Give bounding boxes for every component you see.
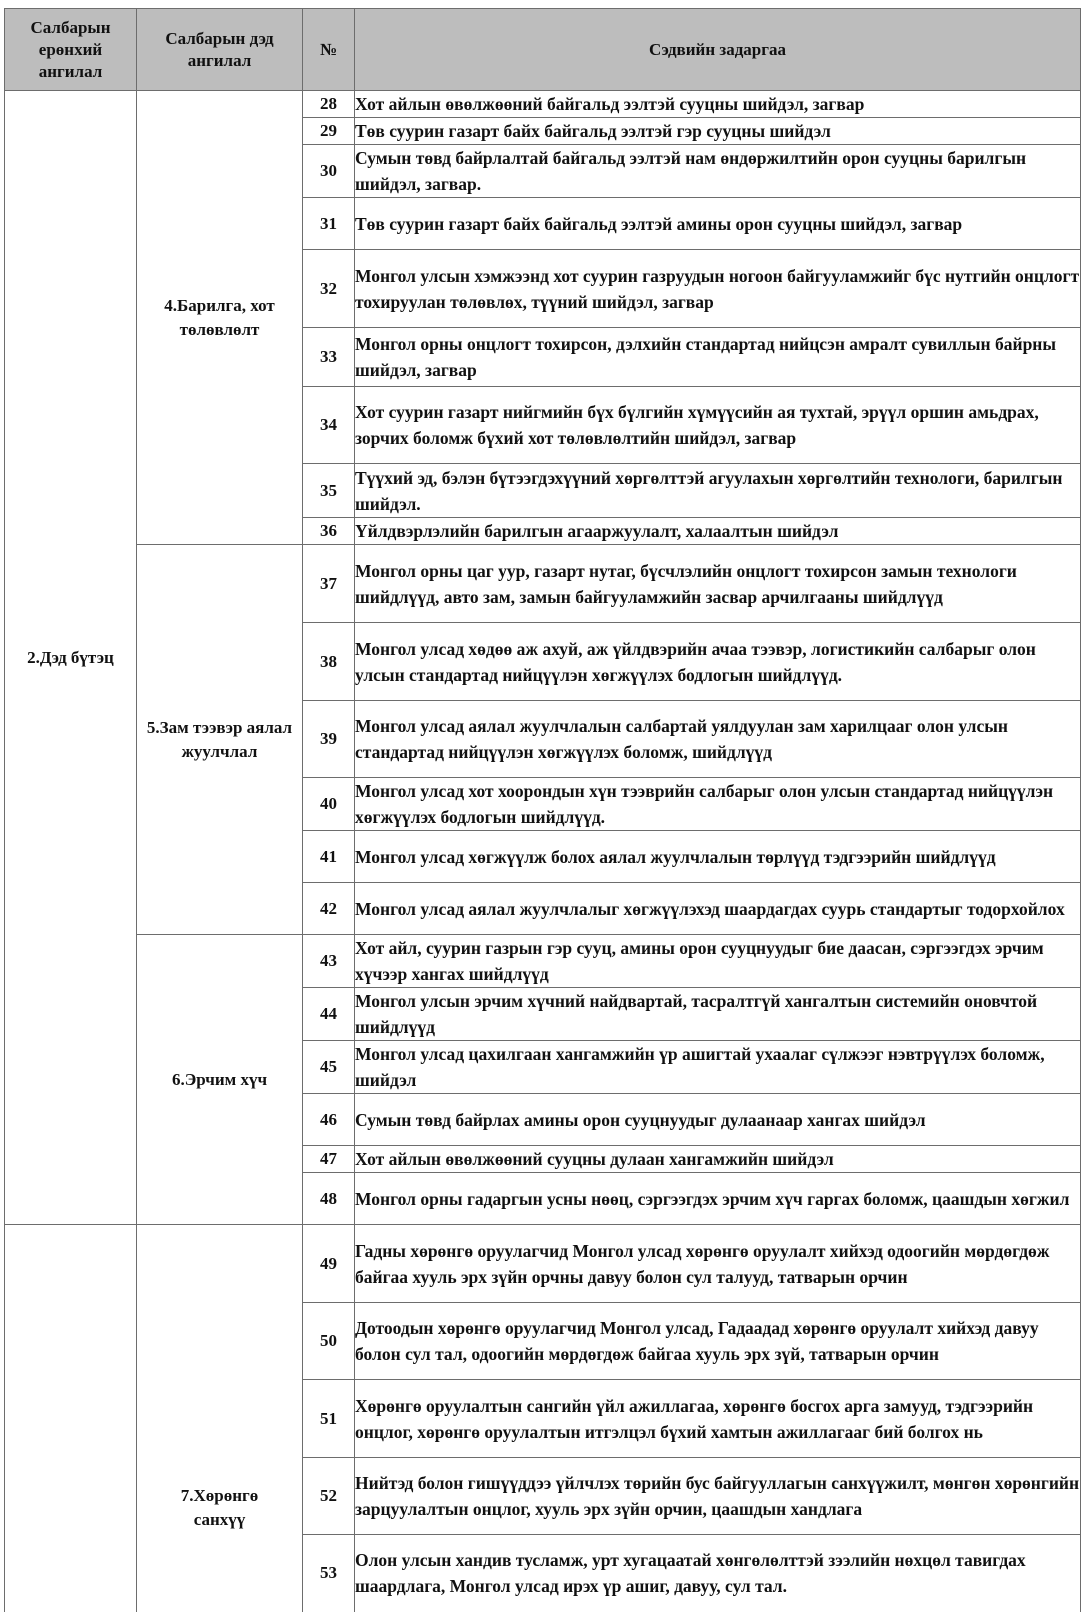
row-number: 52 [303,1458,355,1535]
row-topic: Монгол улсад хөдөө аж ахуй, аж үйлдвэрийн ачаа тээвэр, логистикийн салбарыг олон улсын стандартад нийцүүлэн хөгжүүлэх бодлогын шийдлүүд. [355,623,1081,701]
row-topic: Хот суурин газарт нийгмийн бүх бүлгийн хүмүүсийн ая тухтай, эрүүл оршин амьдрах, зорчих боломж бүхий хот төлөвлөлтийн шийдэл, загвар [355,387,1081,464]
row-topic: Монгол улсад аялал жуулчлалыг хөгжүүлэхэд шаардагдах суурь стандартыг тодорхойлох [355,883,1081,935]
row-number: 37 [303,545,355,623]
sub-category-label: 7.Хөрөнгө санхүү [180,1486,259,1530]
row-number: 42 [303,883,355,935]
table-row [5,91,1081,118]
row-topic: Хот айл, суурин газрын гэр сууц, амины орон сууцнуудыг бие даасан, сэргээгдэх эрчим хүчээр хангах шийдлүүд [355,935,1081,988]
header-row [5,9,1081,91]
row-number: 44 [303,988,355,1041]
row-number: 53 [303,1535,355,1612]
row-number: 38 [303,623,355,701]
row-number: 39 [303,701,355,778]
row-number: 47 [303,1146,355,1173]
row-number: 46 [303,1094,355,1146]
row-topic: Монгол улсад аялал жуулчлалын салбартай уялдуулан зам харилцааг олон улсын стандартад нийцүүлэн хөгжүүлэх боломж, шийдлүүд [355,701,1081,778]
header-topic: Сэдвийн задаргаа [355,9,1081,91]
research-topics-table [4,8,1081,1612]
sub-category-cell [137,1225,303,1612]
row-number: 31 [303,198,355,250]
row-topic: Нийтэд болон гишүүддээ үйлчлэх төрийн бус байгууллагын санхүүжилт, мөнгөн хөрөнгийн зарцуулалтын онцлог, хууль эрх зүйн орчин, цаашдын хандлага [355,1458,1081,1535]
row-number: 48 [303,1173,355,1225]
table-row [5,935,1081,988]
row-number: 33 [303,328,355,387]
row-number: 40 [303,778,355,831]
row-number: 49 [303,1225,355,1303]
row-number: 34 [303,387,355,464]
row-topic: Хөрөнгө оруулалтын сангийн үйл ажиллагаа, хөрөнгө босгох арга замууд, тэдгээрийн онцлог, хөрөнгө оруулалтын итгэлцэл бүхий хамтын ажиллагааг бий болгох нь [355,1380,1081,1458]
row-topic: Монгол улсын эрчим хүчний найдвартай, тасралтгүй хангалтын системийн оновчтой шийдлүүд [355,988,1081,1041]
row-topic: Түүхий эд, бэлэн бүтээгдэхүүний хөргөлттэй агуулахын хөргөлтийн технологи, барилгын шийдэл. [355,464,1081,518]
row-number: 32 [303,250,355,328]
row-number: 36 [303,518,355,545]
row-number: 35 [303,464,355,518]
table-row [5,545,1081,623]
row-topic: Монгол орны гадаргын усны нөөц, сэргээгдэх эрчим хүч гаргах боломж, цаашдын хөгжил [355,1173,1081,1225]
header-number: № [303,9,355,91]
header-sub-category: Салбарын дэд ангилал [137,9,303,91]
row-number: 29 [303,118,355,145]
row-topic: Монгол орны цаг уур, газарт нутаг, бүсчлэлийн онцлогт тохирсон замын технологи шийдлүүд, авто зам, замын байгууламжийн засвар арчилгааны шийдлүүд [355,545,1081,623]
row-topic: Монгол улсад цахилгаан хангамжийн үр ашигтай ухаалаг сүлжээг нэвтрүүлэх боломж, шийдэл [355,1041,1081,1094]
general-category-cell: 2.Дэд бүтэц [5,91,137,1225]
row-topic: Сумын төвд байрлах амины орон сууцнуудыг дулаанаар хангах шийдэл [355,1094,1081,1146]
row-number: 50 [303,1303,355,1380]
row-topic: Төв суурин газарт байх байгальд ээлтэй гэр сууцны шийдэл [355,118,1081,145]
header-general-category: Салбарын ерөнхий ангилал [5,9,137,91]
row-topic: Олон улсын хандив тусламж, урт хугацаатай хөнгөлөлттэй зээлийн нөхцөл тавигдах шаардлага, Монгол улсад ирэх үр ашиг, давуу, сул тал. [355,1535,1081,1612]
row-topic: Монгол орны онцлогт тохирсон, дэлхийн стандартад нийцсэн амралт сувиллын байрны шийдэл, загвар [355,328,1081,387]
table-row [5,1225,1081,1303]
general-category-cell [5,1225,137,1612]
row-number: 28 [303,91,355,118]
row-number: 41 [303,831,355,883]
row-topic: Хот айлын өвөлжөөний байгальд ээлтэй сууцны шийдэл, загвар [355,91,1081,118]
row-topic: Гадны хөрөнгө оруулагчид Монгол улсад хөрөнгө оруулалт хийхэд одоогийн мөрдөгдөж байгаа хууль эрх зүйн орчны давуу болон сул талууд, татварын орчин [355,1225,1081,1303]
sub-category-cell: 6.Эрчим хүч [137,935,303,1225]
row-topic: Сумын төвд байрлалтай байгальд ээлтэй нам өндөржилтийн орон сууцны барилгын шийдэл, загвар. [355,145,1081,198]
row-topic: Монгол улсын хэмжээнд хот суурин газруудын ногоон байгууламжийг бүс нутгийн онцлогт тохируулан төлөвлөх, түүний шийдэл, загвар [355,250,1081,328]
row-topic: Дотоодын хөрөнгө оруулагчид Монгол улсад, Гадаадад хөрөнгө оруулалт хийхэд давуу болон сул тал, одоогийн мөрдөгдөж байгаа хууль эрх зүй, татварын орчин [355,1303,1081,1380]
sub-category-cell: 4.Барилга, хот төлөвлөлт [137,91,303,545]
row-topic: Төв суурин газарт байх байгальд ээлтэй амины орон сууцны шийдэл, загвар [355,198,1081,250]
row-topic: Үйлдвэрлэлийн барилгын агааржуулалт, халаалтын шийдэл [355,518,1081,545]
row-number: 45 [303,1041,355,1094]
row-number: 51 [303,1380,355,1458]
row-number: 30 [303,145,355,198]
sub-category-cell: 5.Зам тээвэр аялал жуулчлал [137,545,303,935]
row-topic: Монгол улсад хөгжүүлж болох аялал жуулчлалын төрлүүд тэдгээрийн шийдлүүд [355,831,1081,883]
row-topic: Хот айлын өвөлжөөний сууцны дулаан хангамжийн шийдэл [355,1146,1081,1173]
row-topic: Монгол улсад хот хоорондын хүн тээврийн салбарыг олон улсын стандартад нийцүүлэн хөгжүүлэх бодлогын шийдлүүд. [355,778,1081,831]
row-number: 43 [303,935,355,988]
